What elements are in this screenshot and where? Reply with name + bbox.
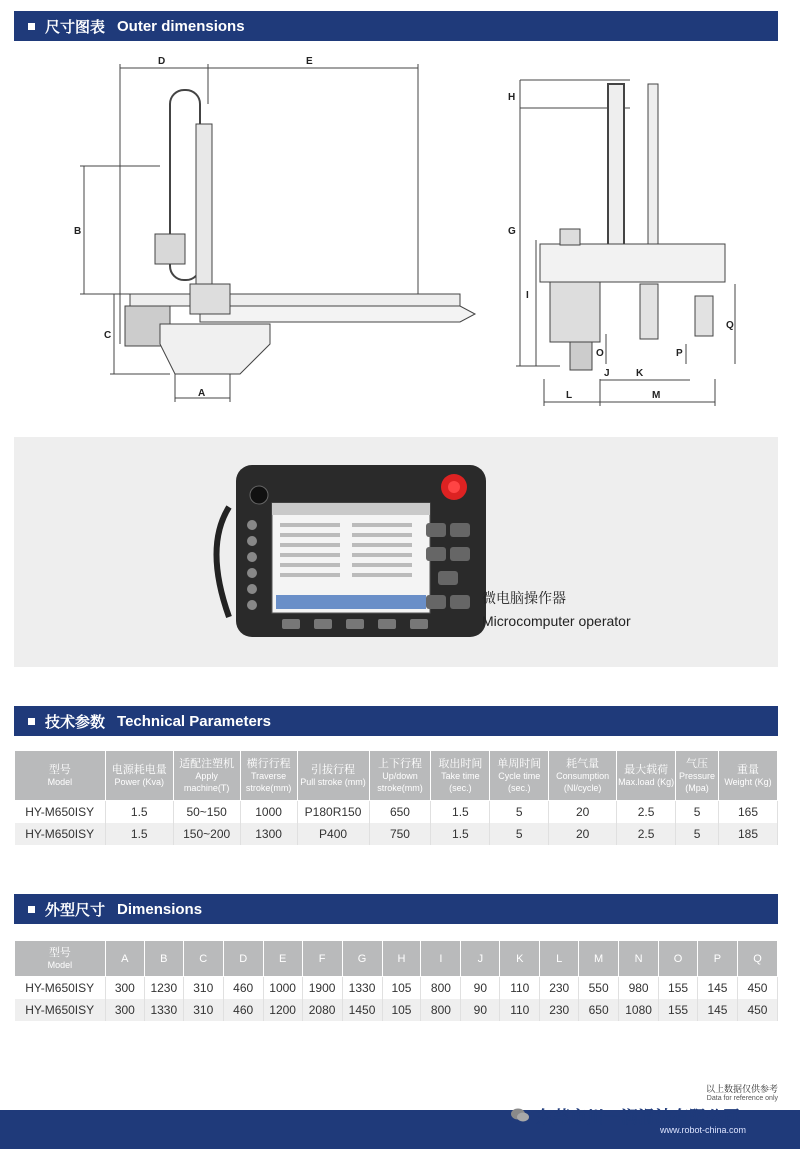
- cell-model: HY-M650ISY: [15, 823, 106, 845]
- pendant-illustration: [14, 437, 778, 667]
- cell-take-time: 1.5: [431, 823, 490, 845]
- cell-traverse-stroke: 1300: [240, 823, 297, 845]
- cell-traverse-stroke: 1000: [240, 801, 297, 823]
- cell-dim: 800: [421, 999, 461, 1021]
- operator-caption: [482, 588, 631, 632]
- header-updown-stroke: 上下行程 Up/down stroke(mm): [369, 751, 431, 801]
- header-pull-stroke: 引拔行程 Pull stroke (mm): [297, 751, 369, 801]
- cell-dim: 1330: [342, 977, 382, 999]
- dimensions-table: [14, 940, 778, 1021]
- operator-caption-en: Microcomputer operator: [482, 613, 631, 629]
- header-dim: B: [144, 941, 183, 977]
- cell-max-load: 2.5: [617, 823, 676, 845]
- cell-updown-stroke: 650: [369, 801, 431, 823]
- header-dim: Q: [737, 941, 777, 977]
- header-dim: F: [302, 941, 342, 977]
- cell-power: 1.5: [105, 823, 173, 845]
- cell-dim: 110: [500, 977, 540, 999]
- cell-dim: 105: [382, 977, 421, 999]
- cell-dim: 155: [659, 977, 698, 999]
- header-dim: O: [659, 941, 698, 977]
- cell-cycle-time: 5: [490, 801, 549, 823]
- outer-dimensions-drawing: [0, 44, 800, 414]
- header-dim: N: [619, 941, 659, 977]
- header-dim: M: [579, 941, 619, 977]
- header-model: 型号 Model: [15, 751, 106, 801]
- header-traverse-stroke: 横行行程 Traverse stroke(mm): [240, 751, 297, 801]
- header-max-load: 最大载荷 Max.load (Kg): [617, 751, 676, 801]
- cell-dim: 230: [540, 977, 579, 999]
- label-P: P: [676, 348, 683, 359]
- cell-model: HY-M650ISY: [15, 977, 106, 999]
- cell-dim: 460: [223, 999, 263, 1021]
- label-J: J: [604, 368, 610, 379]
- label-K: K: [636, 368, 644, 379]
- label-L: L: [566, 390, 573, 401]
- cell-dim: 800: [421, 977, 461, 999]
- cell-pull-stroke: P180R150: [297, 801, 369, 823]
- header-consumption: 耗气量 Consumption (Nl/cycle): [549, 751, 617, 801]
- tech-header-row: [15, 751, 778, 801]
- cell-dim: 1080: [619, 999, 659, 1021]
- cell-dim: 1450: [342, 999, 382, 1021]
- header-dim: P: [698, 941, 738, 977]
- label-I: I: [526, 290, 529, 301]
- label-M: M: [652, 390, 661, 401]
- cell-dim: 105: [382, 999, 421, 1021]
- cell-dim: 145: [698, 999, 738, 1021]
- header-dim: K: [500, 941, 540, 977]
- cell-model: HY-M650ISY: [15, 999, 106, 1021]
- header-pressure: 气压 Pressure (Mpa): [676, 751, 719, 801]
- header-model: 型号 Model: [15, 941, 106, 977]
- section-title-en: Dimensions: [117, 900, 203, 918]
- cell-dim: 1000: [263, 977, 302, 999]
- header-dim: I: [421, 941, 461, 977]
- cell-dim: 1230: [144, 977, 183, 999]
- section-title-zh: 尺寸图表: [45, 17, 106, 36]
- watermark-url: www.robot-china.com: [660, 1125, 747, 1135]
- label-Q: Q: [726, 320, 734, 331]
- cell-consumption: 20: [549, 801, 617, 823]
- cell-dim: 450: [737, 977, 777, 999]
- cell-take-time: 1.5: [431, 801, 490, 823]
- label-A: A: [198, 388, 206, 399]
- cell-apply-machine: 50~150: [173, 801, 240, 823]
- cell-pull-stroke: P400: [297, 823, 369, 845]
- square-bullet-icon: [28, 718, 35, 725]
- table-row: [15, 801, 778, 823]
- section-title-zh: 技术参数: [45, 712, 106, 731]
- cell-max-load: 2.5: [617, 801, 676, 823]
- table-row: [15, 823, 778, 845]
- cell-dim: 550: [579, 977, 619, 999]
- cell-dim: 1900: [302, 977, 342, 999]
- technical-parameters-table: [14, 750, 778, 845]
- header-power: 电源耗电量 Power (Kva): [105, 751, 173, 801]
- company-name: 东莞市川一润滑油有限公司: [536, 1107, 740, 1128]
- label-D: D: [158, 56, 166, 67]
- header-dim: C: [183, 941, 223, 977]
- dims-header-row: [15, 941, 778, 977]
- operator-caption-zh: 微电脑操作器: [482, 591, 566, 607]
- label-O: O: [596, 348, 604, 359]
- reference-note-en: Data for reference only: [706, 1095, 778, 1102]
- reference-note-zh: 以上数据仅供参考: [705, 1085, 778, 1095]
- square-bullet-icon: [28, 23, 35, 30]
- cell-power: 1.5: [105, 801, 173, 823]
- cell-cycle-time: 5: [490, 823, 549, 845]
- label-B: B: [74, 226, 82, 237]
- header-dim: J: [461, 941, 500, 977]
- section-title-en: Outer dimensions: [117, 17, 245, 35]
- wechat-icon: [510, 1107, 530, 1123]
- cell-dim: 145: [698, 977, 738, 999]
- cell-pressure: 5: [676, 823, 719, 845]
- cell-dim: 1330: [144, 999, 183, 1021]
- label-H: H: [508, 92, 516, 103]
- header-dim: A: [105, 941, 144, 977]
- cell-dim: 980: [619, 977, 659, 999]
- table-row: [15, 999, 778, 1021]
- header-apply-machine: 适配注塑机 Apply machine(T): [173, 751, 240, 801]
- cell-dim: 90: [461, 999, 500, 1021]
- table-row: [15, 977, 778, 999]
- cell-dim: 310: [183, 977, 223, 999]
- header-cycle-time: 单周时间 Cycle time (sec.): [490, 751, 549, 801]
- cell-dim: 2080: [302, 999, 342, 1021]
- cell-dim: 300: [105, 977, 144, 999]
- cell-dim: 1200: [263, 999, 302, 1021]
- header-dim: G: [342, 941, 382, 977]
- header-dim: E: [263, 941, 302, 977]
- section-header-outer-dimensions: [14, 11, 778, 41]
- label-E: E: [306, 56, 313, 67]
- cell-pressure: 5: [676, 801, 719, 823]
- cell-dim: 300: [105, 999, 144, 1021]
- cell-updown-stroke: 750: [369, 823, 431, 845]
- header-dim: D: [223, 941, 263, 977]
- cell-dim: 650: [579, 999, 619, 1021]
- cell-dim: 230: [540, 999, 579, 1021]
- cell-consumption: 20: [549, 823, 617, 845]
- section-title-en: Technical Parameters: [117, 712, 271, 730]
- reference-note: [706, 1082, 778, 1102]
- cell-weight: 185: [719, 823, 778, 845]
- cell-dim: 110: [500, 999, 540, 1021]
- cell-dim: 90: [461, 977, 500, 999]
- cell-weight: 165: [719, 801, 778, 823]
- cell-dim: 460: [223, 977, 263, 999]
- section-header-technical-parameters: [14, 706, 778, 736]
- cell-dim: 155: [659, 999, 698, 1021]
- cell-model: HY-M650ISY: [15, 801, 106, 823]
- section-title-zh: 外型尺寸: [45, 900, 106, 919]
- header-weight: 重量 Weight (Kg): [719, 751, 778, 801]
- label-G: G: [508, 226, 516, 237]
- header-dim: H: [382, 941, 421, 977]
- header-dim: L: [540, 941, 579, 977]
- cell-dim: 450: [737, 999, 777, 1021]
- header-take-time: 取出时间 Take time (sec.): [431, 751, 490, 801]
- square-bullet-icon: [28, 906, 35, 913]
- operator-panel: [14, 437, 778, 667]
- cell-apply-machine: 150~200: [173, 823, 240, 845]
- section-header-dimensions: [14, 894, 778, 924]
- cell-dim: 310: [183, 999, 223, 1021]
- label-C: C: [104, 330, 112, 341]
